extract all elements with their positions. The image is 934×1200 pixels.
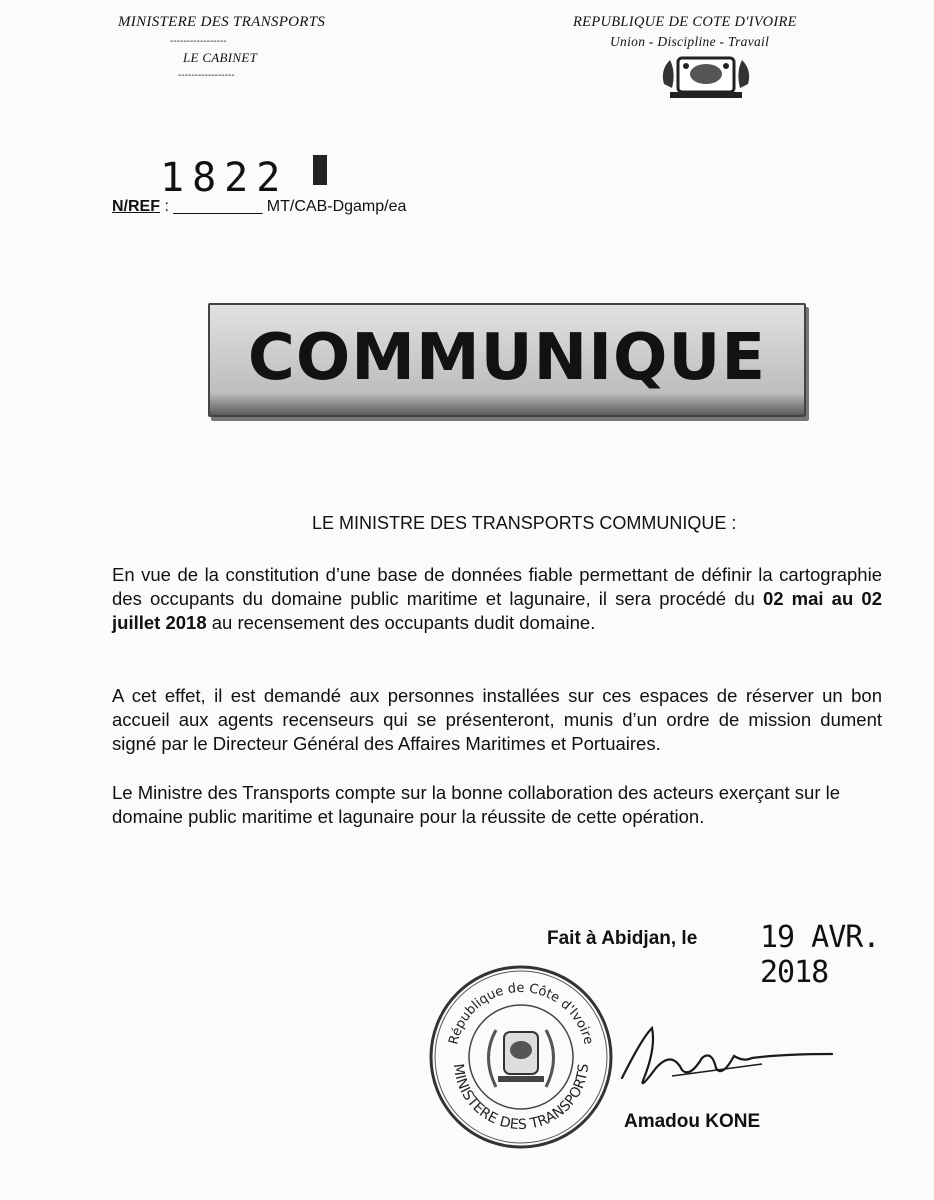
reference-blank: __________ bbox=[173, 198, 263, 215]
national-motto: Union - Discipline - Travail bbox=[610, 34, 770, 49]
cabinet-divider: ----------------- bbox=[178, 70, 235, 81]
reference-line bbox=[112, 198, 406, 216]
reference-number: 1822 bbox=[160, 155, 289, 201]
p1-text-a: En vue de la constitution d’une base de données fiable permettant de définir la cartographie des occupants du domaine public maritime et lagunaire, il sera procédé du bbox=[112, 564, 882, 609]
seal-top-text: République de Côte d'Ivoire bbox=[446, 980, 596, 1047]
cabinet-label: LE CABINET bbox=[183, 50, 258, 65]
paragraph-2: A cet effet, il est demandé aux personnes installées sur ces espaces de réserver un bon accueil aux agents recenseurs qui se présenteront, munis d’un ordre de mission dument signé par le Directeur Général des Affaires Maritimes et Portuaires. bbox=[112, 685, 882, 754]
coat-of-arms-icon bbox=[656, 52, 756, 102]
paragraph-3: Le Ministre des Transports compte sur la bonne collaboration des acteurs exerçant sur le domaine public maritime et lagunaire pour la réussite de cette opération. bbox=[112, 782, 841, 827]
seal-bottom-text: MINISTERE DES TRANSPORTS bbox=[449, 1062, 593, 1134]
paragraph-1 bbox=[112, 563, 882, 635]
ministry-header: MINISTERE DES TRANSPORTS bbox=[118, 14, 326, 30]
reference-code: MT/CAB-Dgamp/ea bbox=[266, 198, 407, 215]
republic-header: REPUBLIQUE DE COTE D'IVOIRE bbox=[573, 14, 797, 30]
official-seal-icon bbox=[426, 962, 616, 1152]
p1-dates: 02 mai au 02 juillet 2018 bbox=[112, 588, 882, 633]
reference-colon: : bbox=[164, 198, 169, 215]
banner-title: COMMUNIQUE bbox=[247, 321, 767, 395]
handwritten-signature bbox=[612, 1018, 842, 1098]
communique-banner bbox=[208, 303, 806, 417]
header-divider: ----------------- bbox=[170, 36, 227, 47]
p1-text-b: au recensement des occupants dudit domaine. bbox=[206, 612, 596, 633]
intro-heading: LE MINISTRE DES TRANSPORTS COMMUNIQUE : bbox=[312, 513, 737, 533]
date-stamp: 19 AVR. 2018 bbox=[760, 920, 880, 990]
reference-ink-mark bbox=[313, 155, 327, 185]
place-line: Fait à Abidjan, le bbox=[547, 928, 698, 949]
signer-name: Amadou KONE bbox=[624, 1111, 761, 1132]
reference-label: N/REF bbox=[112, 198, 160, 215]
